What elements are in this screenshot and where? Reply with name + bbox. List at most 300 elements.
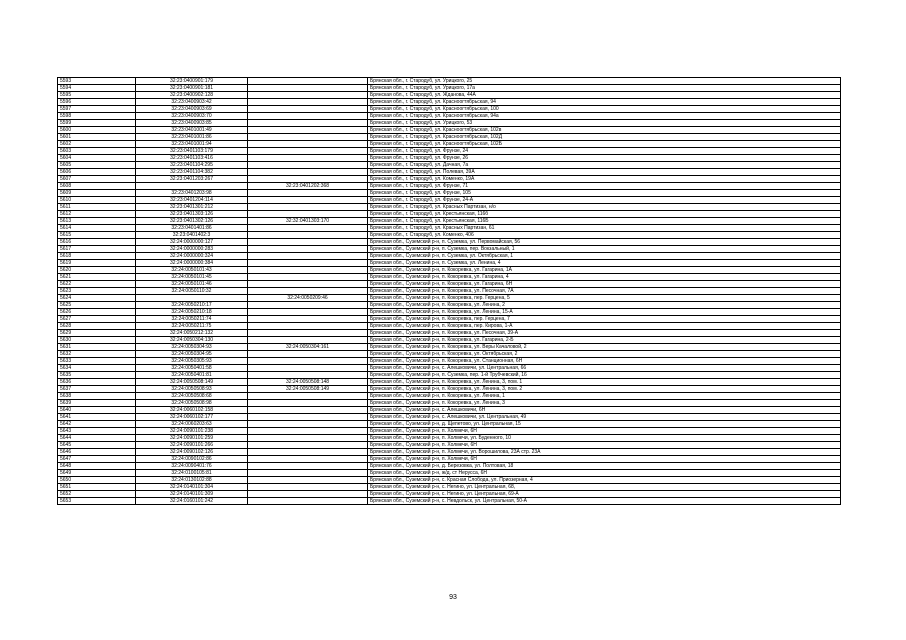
row-number: 5594 [58, 85, 136, 92]
table-row [58, 190, 841, 197]
cadastral-number: 32:24:0060203:63 [136, 421, 248, 428]
related-cadastral-number [248, 232, 368, 239]
related-cadastral-number [248, 225, 368, 232]
cadastral-number: 32:24:0060102:158 [136, 407, 248, 414]
row-number: 5642 [58, 421, 136, 428]
related-cadastral-number [248, 141, 368, 148]
related-cadastral-number [248, 127, 368, 134]
address: Брянская обл., Суземский р-н, п. Кокоревка, пер. Кирова, 1-А [368, 323, 841, 330]
table-row [58, 281, 841, 288]
related-cadastral-number [248, 239, 368, 246]
table-row [58, 288, 841, 295]
cadastral-number: 32:24:0050508:68 [136, 393, 248, 400]
cadastral-number: 32:23:0400901:179 [136, 78, 248, 85]
table-row [58, 386, 841, 393]
cadastral-number: 32:23:0401001:86 [136, 134, 248, 141]
row-number: 5623 [58, 288, 136, 295]
table-row [58, 141, 841, 148]
row-number: 5626 [58, 309, 136, 316]
table-row [58, 337, 841, 344]
address: Брянская обл., Суземский р-н, п. Кокоревка, ул. Веры Качаловой, 2 [368, 344, 841, 351]
cadastral-number: 32:23:0401401:86 [136, 225, 248, 232]
row-number: 5600 [58, 127, 136, 134]
row-number: 5603 [58, 148, 136, 155]
cadastral-number: 32:23:0401104:295 [136, 162, 248, 169]
related-cadastral-number [248, 99, 368, 106]
table-row [58, 85, 841, 92]
cadastral-number: 32:24:0000000:324 [136, 253, 248, 260]
cadastral-number: 32:23:0400903:85 [136, 120, 248, 127]
address: Брянская обл., Суземский р-н, с. Негино, ул. Центральная, 68, [368, 484, 841, 491]
table-row [58, 246, 841, 253]
table-row [58, 372, 841, 379]
table-row [58, 302, 841, 309]
address: Брянская обл., г. Стародуб, ул. Дачная, 7а [368, 162, 841, 169]
table-row [58, 309, 841, 316]
row-number: 5650 [58, 477, 136, 484]
cadastral-number: 32:24:0050508:98 [136, 400, 248, 407]
related-cadastral-number [248, 211, 368, 218]
address: Брянская обл., г. Стародуб, ул. Коменко, 19А [368, 176, 841, 183]
table-row [58, 253, 841, 260]
related-cadastral-number: 32:24:0050304:161 [248, 344, 368, 351]
related-cadastral-number [248, 435, 368, 442]
cadastral-number: 32:23:0401203:98 [136, 190, 248, 197]
address: Брянская обл., Суземский р-н, п. Суземка, пер. Вокзальный, 1 [368, 246, 841, 253]
row-number: 5595 [58, 92, 136, 99]
table-row [58, 92, 841, 99]
address: Брянская обл., г. Стародуб, ул. Красноогтябрьская, 102Д [368, 134, 841, 141]
cadastral-number: 32:24:0050211:74 [136, 316, 248, 323]
cadastral-number: 32:23:0401001:94 [136, 141, 248, 148]
row-number: 5596 [58, 99, 136, 106]
address: Брянская обл., г. Стародуб, ул. Урицкого, 25 [368, 78, 841, 85]
address: Брянская обл., Суземский р-н, п. Кокоревка, ул. Станционная, 6Н [368, 358, 841, 365]
address: Брянская обл., Суземский р-н, п. Холмечи, ул. Ворошилова, 23А стр. 23А [368, 449, 841, 456]
row-number: 5630 [58, 337, 136, 344]
related-cadastral-number [248, 281, 368, 288]
address: Брянская обл., г. Стародуб, ул. Фрунзе, 105 [368, 190, 841, 197]
row-number: 5614 [58, 225, 136, 232]
address: Брянская обл., Суземский р-н, п. Суземка, ул. Ленина, 4 [368, 260, 841, 267]
related-cadastral-number [248, 267, 368, 274]
row-number: 5638 [58, 393, 136, 400]
address: Брянская обл., Суземский р-н, п. Суземка, ул. Октябрьская, 1 [368, 253, 841, 260]
address: Брянская обл., Суземский р-н, с. Алешковичи, 6Н [368, 407, 841, 414]
table-row [58, 421, 841, 428]
related-cadastral-number: 32:32:0401303:170 [248, 218, 368, 225]
table-row [58, 113, 841, 120]
table-row [58, 78, 841, 85]
cadastral-number: 32:24:0000000:283 [136, 246, 248, 253]
related-cadastral-number [248, 113, 368, 120]
row-number: 5633 [58, 358, 136, 365]
table-row [58, 456, 841, 463]
address: Брянская обл., Суземский р-н, п. Кокоревка, пер. Герцена, 5 [368, 295, 841, 302]
cadastral-number: 32:23:0400903:69 [136, 106, 248, 113]
row-number: 5653 [58, 498, 136, 505]
cadastral-number: 32:23:0401104:382 [136, 169, 248, 176]
cadastral-number: 32:24:0100105:81 [136, 470, 248, 477]
cadastral-number: 32:24:0050304:93 [136, 344, 248, 351]
address: Брянская обл., Суземский р-н, п. Кокоревка, ул. Ленина, 1 [368, 393, 841, 400]
address: Брянская обл., Суземский р-н, с. Красная Слобода, ул. Приозерная, 4 [368, 477, 841, 484]
cadastral-number: 32:24:0090401:76 [136, 463, 248, 470]
related-cadastral-number [248, 463, 368, 470]
address: Брянская обл., Суземский р-н, п. Кокоревка, ул. Песочная, 39-А [368, 330, 841, 337]
table-row [58, 344, 841, 351]
cadastral-number: 32:24:0050211:75 [136, 323, 248, 330]
table-row [58, 267, 841, 274]
address: Брянская обл., Суземский р-н, п. Холмечи, 6Н [368, 456, 841, 463]
related-cadastral-number [248, 330, 368, 337]
row-number: 5605 [58, 162, 136, 169]
row-number: 5610 [58, 197, 136, 204]
cadastral-number: 32:24:0050110:32 [136, 288, 248, 295]
cadastral-number: 32:23:0401303:126 [136, 211, 248, 218]
related-cadastral-number [248, 120, 368, 127]
cadastral-number: 32:23:0400902:128 [136, 92, 248, 99]
table-row [58, 218, 841, 225]
cadastral-number: 32:24:0090101:238 [136, 428, 248, 435]
address: Брянская обл., Суземский р-н, п. Кокоревка, ул. Октябрьская, 2 [368, 351, 841, 358]
row-number: 5619 [58, 260, 136, 267]
table-row [58, 379, 841, 386]
cadastral-number: 32:24:0090101:266 [136, 442, 248, 449]
related-cadastral-number [248, 302, 368, 309]
cadastral-number [136, 295, 248, 302]
cadastral-number: 32:23:0401301:212 [136, 204, 248, 211]
table-row [58, 316, 841, 323]
address: Брянская обл., Суземский р-н, с. Алешковичи, ул. Центральная, 66 [368, 365, 841, 372]
cadastral-number: 32:24:0050210:17 [136, 302, 248, 309]
table-row [58, 232, 841, 239]
row-number: 5618 [58, 253, 136, 260]
cadastral-number: 32:23:0401204:114 [136, 197, 248, 204]
related-cadastral-number [248, 78, 368, 85]
table-row [58, 393, 841, 400]
table-row [58, 365, 841, 372]
address: Брянская обл., Суземский р-н, д. Щепетово, ул. Центральная, 15 [368, 421, 841, 428]
related-cadastral-number [248, 246, 368, 253]
row-number: 5602 [58, 141, 136, 148]
row-number: 5608 [58, 183, 136, 190]
related-cadastral-number [248, 456, 368, 463]
row-number: 5641 [58, 414, 136, 421]
table-row [58, 274, 841, 281]
address: Брянская обл., Суземский р-н, п. Кокоревка, ул. Ленина, 3, пом. 1 [368, 379, 841, 386]
table-row [58, 127, 841, 134]
row-number: 5648 [58, 463, 136, 470]
cadastral-number: 32:24:0090101:259 [136, 435, 248, 442]
row-number: 5622 [58, 281, 136, 288]
cadastral-number: 32:24:0000000:384 [136, 260, 248, 267]
address: Брянская обл., Суземский р-н, п. Кокоревка, ул. Песочная, 7А [368, 288, 841, 295]
table-row [58, 162, 841, 169]
related-cadastral-number [248, 393, 368, 400]
table-row [58, 323, 841, 330]
cadastral-number: 32:24:0140101:304 [136, 484, 248, 491]
related-cadastral-number [248, 197, 368, 204]
cadastral-number: 32:24:0050508:149 [136, 379, 248, 386]
cadastral-number: 32:23:0401402:3 [136, 232, 248, 239]
table-row [58, 407, 841, 414]
cadastral-number: 32:24:0160101:242 [136, 498, 248, 505]
table-row [58, 330, 841, 337]
table-row [58, 463, 841, 470]
table-row [58, 400, 841, 407]
address: Брянская обл., г. Стародуб, ул. Жданова, 44А [368, 92, 841, 99]
address: Брянская обл., г. Стародуб, ул. Коменко, 406 [368, 232, 841, 239]
related-cadastral-number [248, 85, 368, 92]
table-row [58, 295, 841, 302]
table-row [58, 204, 841, 211]
cadastral-number: 32:24:0050210:18 [136, 309, 248, 316]
related-cadastral-number [248, 358, 368, 365]
cadastral-number: 32:24:0090102:126 [136, 449, 248, 456]
cadastral-number: 32:24:0050101:45 [136, 274, 248, 281]
property-table [57, 77, 841, 505]
row-number: 5629 [58, 330, 136, 337]
related-cadastral-number [248, 176, 368, 183]
cadastral-number: 32:24:0130102:88 [136, 477, 248, 484]
address: Брянская обл., Суземский р-н, п. Кокоревка, ул. Гагарина, 4 [368, 274, 841, 281]
table-row [58, 428, 841, 435]
related-cadastral-number [248, 442, 368, 449]
related-cadastral-number [248, 400, 368, 407]
row-number: 5643 [58, 428, 136, 435]
table-row [58, 358, 841, 365]
address: Брянская обл., Суземский р-н, п. Холмечи, ул. Буденного, 10 [368, 435, 841, 442]
related-cadastral-number [248, 498, 368, 505]
address: Брянская обл., г. Стародуб, ул. Красных Партизан, н/о [368, 204, 841, 211]
row-number: 5644 [58, 435, 136, 442]
table-row [58, 351, 841, 358]
address: Брянская обл., г. Стародуб, ул. Крестьянская, 116Б [368, 218, 841, 225]
address: Брянская обл., Суземский р-н, ж/д. ст Нерусса, 6Н [368, 470, 841, 477]
related-cadastral-number [248, 484, 368, 491]
cadastral-number: 32:23:0401001:49 [136, 127, 248, 134]
row-number: 5651 [58, 484, 136, 491]
address: Брянская обл., Суземский р-н, п. Кокоревка, ул. Ленина, 3, пом. 2 [368, 386, 841, 393]
row-number: 5609 [58, 190, 136, 197]
related-cadastral-number [248, 204, 368, 211]
table-row [58, 442, 841, 449]
cadastral-number: 32:23:0401203:267 [136, 176, 248, 183]
row-number: 5597 [58, 106, 136, 113]
address: Брянская обл., г. Стародуб, ул. Крестьянская, 116б [368, 211, 841, 218]
table-row [58, 155, 841, 162]
cadastral-number: 32:23:0400903:42 [136, 99, 248, 106]
row-number: 5599 [58, 120, 136, 127]
address: Брянская обл., г. Стародуб, ул. Фрунзе, 24 [368, 148, 841, 155]
address: Брянская обл., Суземский р-н, п. Холмечи, 6Н [368, 428, 841, 435]
cadastral-number: 32:24:0050401:58 [136, 365, 248, 372]
address: Брянская обл., г. Стародуб, ул. Фрунзе, 71 [368, 183, 841, 190]
related-cadastral-number [248, 274, 368, 281]
address: Брянская обл., Суземский р-н, п. Холмечи, 6Н [368, 442, 841, 449]
row-number: 5652 [58, 491, 136, 498]
table-row [58, 491, 841, 498]
table-row [58, 470, 841, 477]
row-number: 5611 [58, 204, 136, 211]
address: Брянская обл., г. Стародуб, ул. Красноогтябрьская, 102в [368, 127, 841, 134]
related-cadastral-number [248, 421, 368, 428]
cadastral-number: 32:24:0050212:132 [136, 330, 248, 337]
cadastral-number: 32:24:0050401:81 [136, 372, 248, 379]
row-number: 5628 [58, 323, 136, 330]
table-row [58, 484, 841, 491]
related-cadastral-number [248, 106, 368, 113]
row-number: 5636 [58, 379, 136, 386]
page-number: 93 [449, 594, 457, 601]
related-cadastral-number: 32:24:0050508:149 [248, 386, 368, 393]
cadastral-number: 32:24:0000000:127 [136, 239, 248, 246]
row-number: 5649 [58, 470, 136, 477]
row-number: 5631 [58, 344, 136, 351]
related-cadastral-number [248, 407, 368, 414]
table-row [58, 477, 841, 484]
row-number: 5613 [58, 218, 136, 225]
related-cadastral-number: 32:24:0050209:46 [248, 295, 368, 302]
cadastral-number: 32:23:0401103:179 [136, 148, 248, 155]
related-cadastral-number [248, 372, 368, 379]
row-number: 5616 [58, 239, 136, 246]
cadastral-number: 32:23:0400903:70 [136, 113, 248, 120]
cadastral-number: 32:24:0050101:46 [136, 281, 248, 288]
table-row [58, 99, 841, 106]
related-cadastral-number [248, 260, 368, 267]
table-row [58, 148, 841, 155]
address: Брянская обл., г. Стародуб, ул. Фрунзе, 24-А [368, 197, 841, 204]
address: Брянская обл., Суземский р-н, п. Кокоревка, ул. Ленина, 15-А [368, 309, 841, 316]
address: Брянская обл., Суземский р-н, п. Кокоревка, ул. Гагарина, 1А [368, 267, 841, 274]
row-number: 5634 [58, 365, 136, 372]
row-number: 5639 [58, 400, 136, 407]
related-cadastral-number [248, 323, 368, 330]
row-number: 5646 [58, 449, 136, 456]
address: Брянская обл., Суземский р-н, п. Кокоревка, ул. Гагарина, 2-Б [368, 337, 841, 344]
table-row [58, 225, 841, 232]
related-cadastral-number [248, 134, 368, 141]
row-number: 5627 [58, 316, 136, 323]
related-cadastral-number [248, 316, 368, 323]
row-number: 5612 [58, 211, 136, 218]
related-cadastral-number [248, 253, 368, 260]
table-row [58, 414, 841, 421]
address: Брянская обл., Суземский р-н, с. Невдольск, ул. Центральная, 50-А [368, 498, 841, 505]
related-cadastral-number [248, 351, 368, 358]
cadastral-number: 32:24:0050508:93 [136, 386, 248, 393]
related-cadastral-number [248, 449, 368, 456]
cadastral-number: 32:24:0050101:43 [136, 267, 248, 274]
row-number: 5632 [58, 351, 136, 358]
address: Брянская обл., Суземский р-н, п. Кокоревка, ул. Ленина, 2 [368, 302, 841, 309]
address: Брянская обл., Суземский р-н, п. Суземка, пер. 1-й Трубчевский, 16 [368, 372, 841, 379]
property-table-body [58, 78, 841, 505]
row-number: 5621 [58, 274, 136, 281]
related-cadastral-number [248, 428, 368, 435]
related-cadastral-number [248, 414, 368, 421]
row-number: 5617 [58, 246, 136, 253]
table-row [58, 197, 841, 204]
address: Брянская обл., г. Стародуб, ул. Красноогтябрьская, 94а [368, 113, 841, 120]
related-cadastral-number [248, 288, 368, 295]
related-cadastral-number [248, 92, 368, 99]
related-cadastral-number [248, 162, 368, 169]
table-row [58, 435, 841, 442]
table-row [58, 260, 841, 267]
table-row [58, 120, 841, 127]
address: Брянская обл., Суземский р-н, п. Кокоревка, ул. Ленина, 3 [368, 400, 841, 407]
table-row [58, 169, 841, 176]
cadastral-number: 32:24:0090102:86 [136, 456, 248, 463]
row-number: 5604 [58, 155, 136, 162]
cadastral-number: 32:23:0401302:126 [136, 218, 248, 225]
address: Брянская обл., Суземский р-н, д. Березовка, ул. Полтовая, 18 [368, 463, 841, 470]
table-row [58, 176, 841, 183]
address: Брянская обл., Суземский р-н, п. Суземка, ул. Первомайская, 56 [368, 239, 841, 246]
address: Брянская обл., г. Стародуб, ул. Полевая, 39А [368, 169, 841, 176]
table-row [58, 106, 841, 113]
table-row [58, 211, 841, 218]
related-cadastral-number [248, 365, 368, 372]
row-number: 5601 [58, 134, 136, 141]
cadastral-number: 32:24:0050305:93 [136, 358, 248, 365]
row-number: 5598 [58, 113, 136, 120]
cadastral-number: 32:24:0060102:177 [136, 414, 248, 421]
table-row [58, 449, 841, 456]
cadastral-number: 32:23:0401103:416 [136, 155, 248, 162]
row-number: 5607 [58, 176, 136, 183]
cadastral-number: 32:23:0400901:181 [136, 85, 248, 92]
address: Брянская обл., г. Стародуб, ул. Красноогтябрьская, 100 [368, 106, 841, 113]
related-cadastral-number [248, 337, 368, 344]
row-number: 5635 [58, 372, 136, 379]
row-number: 5606 [58, 169, 136, 176]
row-number: 5647 [58, 456, 136, 463]
row-number: 5637 [58, 386, 136, 393]
related-cadastral-number [248, 190, 368, 197]
table-row [58, 134, 841, 141]
address: Брянская обл., г. Стародуб, ул. Фрунзе, 26 [368, 155, 841, 162]
related-cadastral-number: 32:23:0401202:368 [248, 183, 368, 190]
row-number: 5593 [58, 78, 136, 85]
address: Брянская обл., г. Стародуб, ул. Урицкого, 17а [368, 85, 841, 92]
table-row [58, 239, 841, 246]
related-cadastral-number [248, 155, 368, 162]
cadastral-number [136, 183, 248, 190]
address: Брянская обл., г. Стародуб, ул. Урицкого, 53 [368, 120, 841, 127]
related-cadastral-number [248, 148, 368, 155]
row-number: 5620 [58, 267, 136, 274]
table-row [58, 183, 841, 190]
related-cadastral-number [248, 169, 368, 176]
row-number: 5640 [58, 407, 136, 414]
row-number: 5645 [58, 442, 136, 449]
related-cadastral-number [248, 491, 368, 498]
cadastral-number: 32:24:0050304:95 [136, 351, 248, 358]
address: Брянская обл., Суземский р-н, с. Негино, ул. Центральная, 69-А [368, 491, 841, 498]
table-row [58, 498, 841, 505]
row-number: 5615 [58, 232, 136, 239]
address: Брянская обл., г. Стародуб, ул. Красноогтябрьская, 94 [368, 99, 841, 106]
related-cadastral-number [248, 309, 368, 316]
cadastral-number: 32:24:0050304:130 [136, 337, 248, 344]
address: Брянская обл., Суземский р-н, п. Кокоревка, пер. Герцена, 7 [368, 316, 841, 323]
related-cadastral-number [248, 477, 368, 484]
related-cadastral-number: 32:24:0050508:148 [248, 379, 368, 386]
